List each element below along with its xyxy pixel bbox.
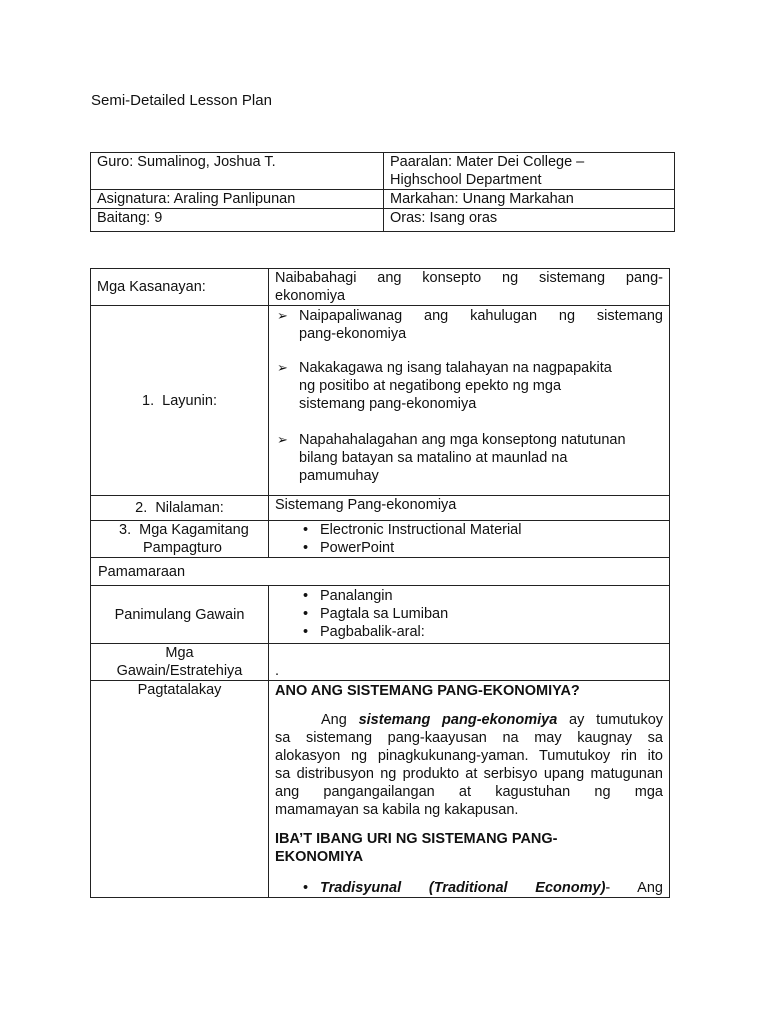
layunin-item-line: Napahahalagahan ang mga konseptong natutunan [299, 432, 626, 448]
asignatura-cell [91, 190, 384, 209]
guro-text: Guro: Sumalinog, Joshua T. [97, 154, 276, 170]
arrow-bullet-icon: ➢ [277, 432, 288, 447]
baitang-cell [91, 209, 384, 232]
uri-rest: - Ang [605, 880, 663, 896]
kagamitan-item-text: Electronic Instructional Material [320, 522, 522, 538]
panimula-item [275, 623, 663, 641]
gawain-value: . [275, 663, 280, 679]
bullet-dot-icon: • [303, 624, 309, 640]
kasanayan-label-cell [91, 269, 269, 306]
panimula-item-text: Pagtala sa Lumiban [320, 606, 449, 622]
section-heading: ANO ANG SISTEMANG PANG-EKONOMIYA? [275, 683, 580, 699]
layunin-item [275, 359, 663, 413]
panimula-item [275, 587, 663, 605]
layunin-row [91, 306, 670, 496]
paragraph-intro: Ang [321, 712, 347, 728]
gawain-label-line-2: Gawain/Estratehiya [116, 663, 243, 679]
layunin-item [275, 307, 663, 343]
kagamitan-label: Mga Kagamitang [139, 522, 249, 538]
kagamitan-item-text: PowerPoint [320, 540, 395, 556]
kagamitan-label-cell [91, 521, 269, 558]
talakay-label-cell [91, 681, 269, 898]
arrow-bullet-icon: ➢ [277, 360, 288, 375]
kagamitan-label-line-2: Pampagturo [143, 540, 222, 556]
nilalaman-number: 2. [135, 500, 148, 516]
paragraph-term: sistemang pang-ekonomiya [358, 712, 558, 728]
layunin-item-line: ng positibo at negatibong epekto ng mga [299, 378, 562, 394]
kagamitan-label-line-1 [119, 521, 268, 539]
paragraph-line: alokasyon ng pinagkukunang-yaman. Tumutukoy rin ito [275, 748, 663, 764]
panimula-list [269, 586, 670, 644]
paragraph-line: mamamayan sa kabila ng kakapusan. [275, 802, 519, 818]
kasanayan-line-1: Naibabahagi ang konsepto ng sistemang pang- [275, 270, 663, 286]
panimula-item-text: Panalangin [320, 588, 393, 604]
nilalaman-label-cell [91, 496, 269, 521]
pamamaraan-label: Pamamaraan [98, 563, 186, 580]
gawain-label-line-1: Mga [165, 645, 194, 661]
uri-item [275, 879, 663, 897]
baitang-text: Baitang: 9 [97, 210, 163, 226]
gawain-row [91, 644, 670, 681]
paragraph-line: sa sistemang pang-kaayusan na may kaugnay sa [275, 730, 663, 746]
layunin-item-line: bilang batayan sa matalino at maunlad na [299, 450, 568, 466]
layunin-item-line: pang-ekonomiya [299, 326, 407, 342]
layunin-item-line: Nakakagawa ng isang talahayan na nagpapakita [299, 360, 612, 376]
guro-cell [91, 153, 384, 190]
pamamaraan-row [91, 558, 670, 586]
kasanayan-row [91, 269, 670, 306]
paaralan-line-2: Highschool Department [390, 172, 542, 188]
kasanayan-value-cell [269, 269, 670, 306]
panimula-label-cell [91, 586, 269, 644]
section-heading: IBA’T IBANG URI NG SISTEMANG PANG- [275, 831, 558, 847]
document-title: Semi-Detailed Lesson Plan [91, 92, 272, 109]
bullet-dot-icon: • [303, 606, 309, 622]
paragraph-line: sa distribusyon ng produkto at serbisyo upang matugunan [275, 766, 663, 782]
layunin-label: Layunin: [162, 392, 217, 409]
bullet-dot-icon: • [303, 522, 309, 538]
layunin-item [275, 431, 663, 485]
kasanayan-line-2: ekonomiya [275, 288, 346, 304]
layunin-label-cell [91, 306, 269, 496]
talakay-content-cell [269, 681, 670, 898]
paragraph-line1-rest: ay tumutukoy [569, 712, 664, 728]
kagamitan-item [275, 539, 663, 557]
oras-text: Oras: Isang oras [390, 210, 498, 226]
panimula-item [275, 605, 663, 623]
asignatura-text: Asignatura: Araling Panlipunan [97, 191, 296, 207]
bullet-dot-icon: • [303, 880, 309, 896]
paaralan-line-1: Paaralan: Mater Dei College – [390, 154, 585, 170]
paragraph-line [275, 711, 663, 729]
kagamitan-number: 3. [119, 522, 132, 538]
nilalaman-value: Sistemang Pang-ekonomiya [275, 497, 457, 513]
oras-cell [384, 209, 675, 232]
kagamitan-list [269, 521, 670, 558]
bullet-dot-icon: • [303, 588, 309, 604]
gawain-label-cell [91, 644, 269, 681]
section-heading: EKONOMIYA [275, 849, 364, 865]
lesson-plan-table [90, 268, 670, 898]
arrow-bullet-icon: ➢ [277, 308, 288, 323]
layunin-item-line: pamumuhay [299, 468, 379, 484]
kagamitan-item [275, 521, 663, 539]
bullet-dot-icon: • [303, 540, 309, 556]
kagamitan-row [91, 521, 670, 558]
nilalaman-value-cell [269, 496, 670, 521]
pamamaraan-cell [91, 558, 670, 586]
layunin-number: 1. [142, 392, 155, 409]
header-table [90, 152, 675, 232]
markahan-cell [384, 190, 675, 209]
gawain-value-cell [269, 644, 670, 681]
markahan-text: Markahan: Unang Markahan [390, 191, 574, 207]
header-row [91, 209, 675, 232]
nilalaman-row [91, 496, 670, 521]
uri-term: Tradisyunal (Traditional Economy) [320, 880, 606, 896]
panimula-row [91, 586, 670, 644]
nilalaman-label: Nilalaman: [155, 500, 224, 516]
layunin-list [269, 306, 670, 496]
layunin-item-line: sistemang pang-ekonomiya [299, 396, 477, 412]
header-row [91, 190, 675, 209]
layunin-item-line: Naipapaliwanag ang kahulugan ng sistemang [299, 308, 663, 324]
kasanayan-label: Mga Kasanayan: [97, 279, 206, 295]
panimula-item-text: Pagbabalik-aral: [320, 624, 425, 640]
header-row [91, 153, 675, 190]
talakay-row [91, 681, 670, 898]
paaralan-cell [384, 153, 675, 190]
panimula-label: Panimulang Gawain [114, 606, 245, 623]
paragraph-line: ang pangangailangan at kagustuhan ng mga [275, 784, 663, 800]
talakay-label: Pagtatalakay [137, 682, 222, 698]
